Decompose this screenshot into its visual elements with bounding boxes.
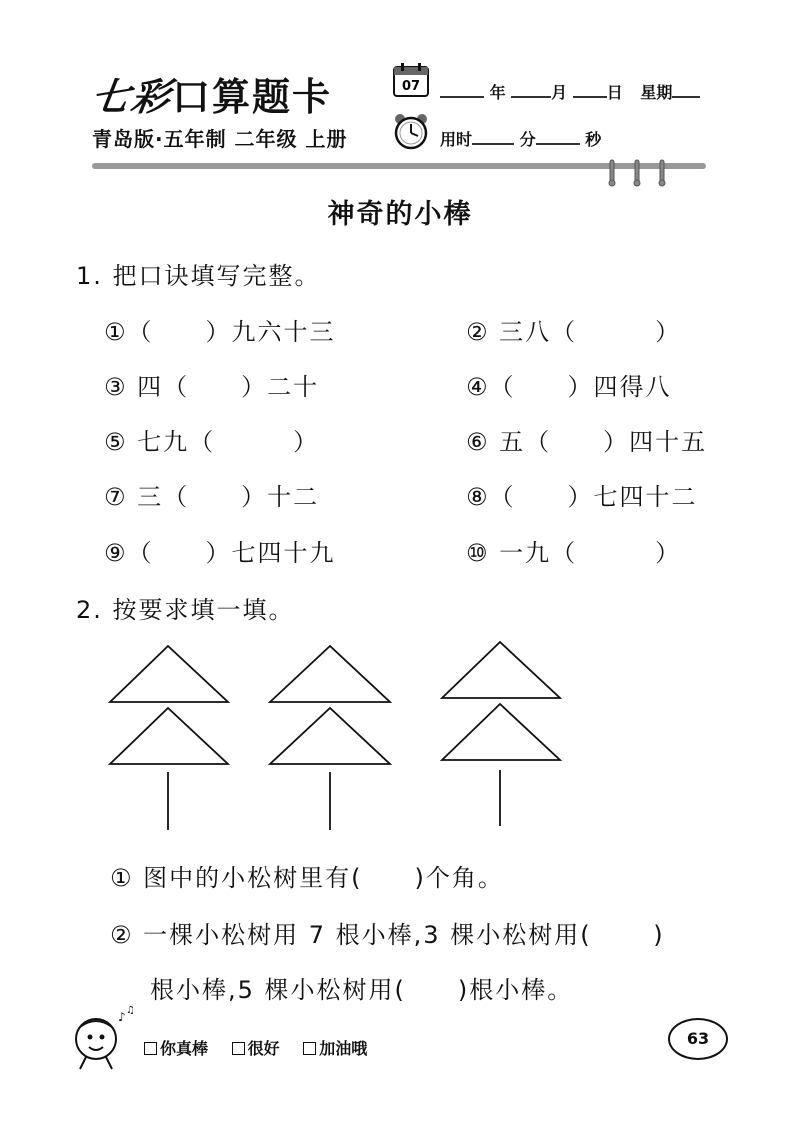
q2-sub-2-line-2[interactable]: 根小棒,5 棵小松树用( )根小棒。: [150, 976, 574, 1004]
q1-item-9[interactable]: ⑨（ ）七四十九: [104, 539, 336, 567]
pine-tree-figure: [100, 638, 580, 838]
rating-option-2[interactable]: 很好: [232, 1039, 280, 1058]
month-label: 月: [551, 83, 568, 102]
brand-suffix: 口算题卡: [172, 74, 333, 119]
edition-label: 青岛版·五年制 二年级 上册: [92, 127, 348, 151]
time-fields: [440, 127, 601, 150]
q1-item-1[interactable]: ①（ ）九六十三: [104, 318, 336, 346]
pine-tree-2: [270, 646, 390, 830]
day-label: 日: [606, 83, 623, 102]
year-blank[interactable]: [440, 82, 484, 98]
mascot-icon: [66, 1005, 136, 1071]
rating-checkbox-2[interactable]: [232, 1042, 245, 1055]
q1-item-3[interactable]: ③ 四（ ）二十: [104, 373, 320, 401]
page-number: 63: [668, 1018, 728, 1060]
rating-option-3[interactable]: 加油哦: [303, 1039, 367, 1058]
alarm-clock-icon: [392, 112, 430, 150]
day-blank[interactable]: [573, 82, 607, 98]
q1-item-2[interactable]: ② 三八（ ）: [466, 318, 682, 346]
pine-tree-1: [110, 646, 228, 830]
q1-item-10[interactable]: ⑩ 一九（ ）: [466, 539, 682, 567]
question-1-heading: 1. 把口诀填写完整。: [76, 262, 321, 290]
q1-item-8[interactable]: ⑧（ ）七四十二: [466, 483, 698, 511]
date-fields: [440, 80, 700, 103]
q1-item-7[interactable]: ⑦ 三（ ）十二: [104, 483, 320, 511]
q2-sub-1[interactable]: ① 图中的小松树里有( )个角。: [110, 864, 504, 892]
q1-item-4[interactable]: ④（ ）四得八: [466, 373, 672, 401]
page-title: 神奇的小棒: [327, 199, 473, 230]
rating-checkbox-3[interactable]: [303, 1042, 316, 1055]
binder-rings-icon: [602, 158, 672, 188]
calendar-icon: [392, 62, 430, 98]
svg-text:♫: ♫: [126, 1005, 135, 1016]
question-2-heading: 2. 按要求填一填。: [76, 596, 295, 624]
brand-prefix: 七彩: [88, 74, 175, 119]
month-blank[interactable]: [511, 82, 551, 98]
second-blank[interactable]: [536, 129, 580, 145]
pine-tree-3: [442, 642, 560, 826]
rating-checkbox-1[interactable]: [144, 1042, 157, 1055]
year-label: 年: [489, 83, 506, 102]
q2-sub-2-line-1[interactable]: ② 一棵小松树用 7 根小棒,3 棵小松树用( ): [110, 921, 665, 949]
self-rating: [144, 1036, 385, 1059]
minute-blank[interactable]: [472, 129, 514, 145]
week-blank[interactable]: [672, 82, 700, 98]
svg-text:♪: ♪: [118, 1010, 126, 1024]
q1-item-5[interactable]: ⑤ 七九（ ）: [104, 428, 320, 456]
week-label: 星期: [640, 83, 673, 102]
rating-option-1[interactable]: 你真棒: [144, 1039, 208, 1058]
brand-logo: [88, 66, 333, 121]
q1-item-6[interactable]: ⑥ 五（ ）四十五: [466, 428, 708, 456]
second-label: 秒: [585, 130, 602, 149]
time-label: 用时: [440, 130, 473, 149]
minute-label: 分: [519, 130, 536, 149]
calendar-number: 07: [401, 79, 421, 94]
